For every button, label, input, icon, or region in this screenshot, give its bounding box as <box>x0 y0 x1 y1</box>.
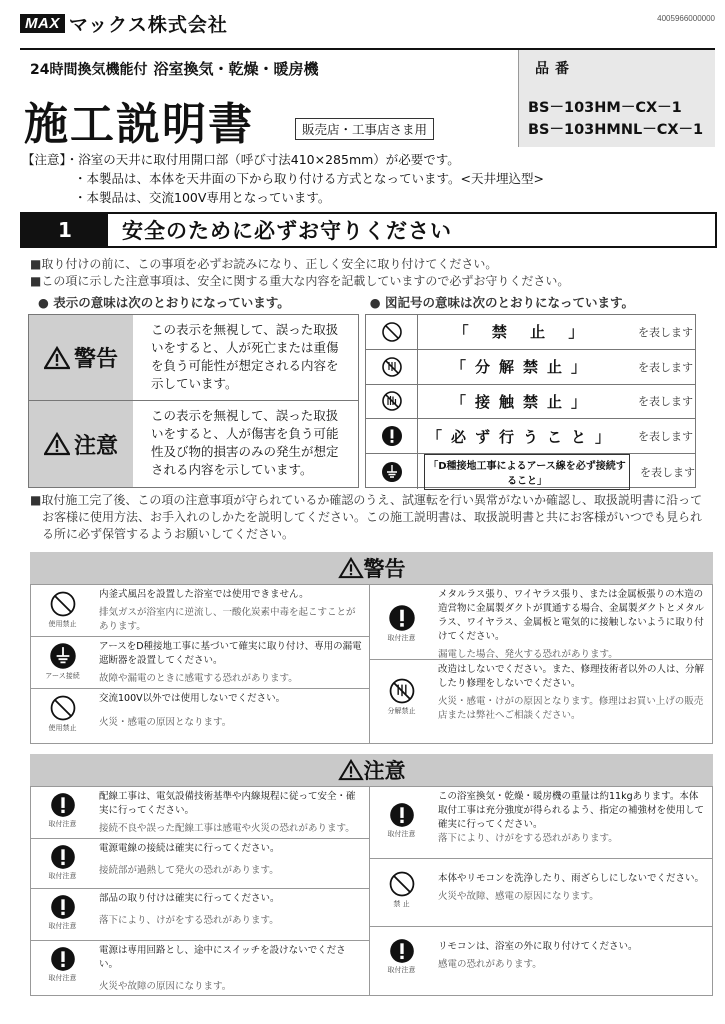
no-disassembly-icon <box>381 356 403 378</box>
section-header <box>20 212 717 248</box>
icon-caption: 取付注意 <box>48 922 77 930</box>
model-number-1: BS－103HM－CX－1 <box>528 100 682 116</box>
item-text: 改造はしないでください。また、修理技術者以外の人は、分解したり修理をしないでください。 <box>438 664 705 689</box>
brand-logo <box>20 10 228 37</box>
warning-triangle-icon <box>338 759 364 781</box>
post-line: る所に必ず保管するようお願いしてください。 <box>42 527 295 541</box>
item-subtext: 火災・感電の原因となります。 <box>99 717 232 728</box>
post-line: お客様に使用方法、お手入れのしかたを説明してください。この施工説明書は、取扱説明書と共にお客様がいつでも見られ <box>42 510 703 524</box>
warning-triangle-icon <box>44 346 70 370</box>
warning-item <box>30 636 369 688</box>
mandatory-action-icon <box>50 844 76 870</box>
notes-block <box>22 150 544 207</box>
caution-item <box>369 926 713 996</box>
post-line: ■取付施工完了後、この項の注意事項が守られているか確認のうえ、試運転を行い異常がないか確認し、取扱説明書に沿って <box>30 493 703 507</box>
icon-caption: 取付注意 <box>48 820 77 828</box>
symbol-row <box>366 419 695 454</box>
item-subtext: 感電の恐れがあります。 <box>438 959 542 970</box>
item-subtext: 火災・感電・けがの原因となります。修理はお買い上げの販売店または弊社へご相談ください。 <box>438 696 704 721</box>
note-item: ・本製品は、交流100V専用となっています。 <box>74 190 331 205</box>
caution-item <box>369 786 713 858</box>
item-text: メタルラス張り、ワイヤラス張り、または金属板張りの木造の造営物に金属製ダクトが貫通する場合、金属製ダクトとメタルラス、ワイヤラス、金属板と電気的に接触しないように取り付けてください。 <box>438 589 705 642</box>
product-subtitle <box>30 58 319 79</box>
section-title: 安全のために必ずお守りください <box>122 219 452 243</box>
item-subtext: 落下により、けがをする恐れがあります。 <box>438 833 618 844</box>
symbol-legend <box>365 314 696 488</box>
prohibition-icon <box>388 870 416 898</box>
caution-item <box>30 786 369 838</box>
mandatory-action-icon <box>50 946 76 972</box>
mandatory-action-icon <box>388 604 416 632</box>
item-text: 内釜式風呂を設置した浴室では使用できません。 <box>99 589 309 600</box>
warning-item <box>369 659 713 744</box>
model-label: 品番 <box>535 61 575 77</box>
item-text: アースをD種接地工事に基づいて確実に取り付け、専用の漏電遮断器を設置してください。 <box>99 641 362 666</box>
item-subtext: 火災や故障、感電の原因になります。 <box>438 891 599 902</box>
symbol-row <box>366 350 695 385</box>
caution-label: 注意 <box>73 433 118 459</box>
symbol-suffix: を表します <box>638 325 693 339</box>
icon-caption: 取付注意 <box>387 966 416 974</box>
caution-item <box>30 888 369 940</box>
symbol-row <box>366 315 695 350</box>
notes-prefix: 【注意】 <box>22 152 66 167</box>
item-text: 部品の取り付けは確実に行ってください。 <box>99 893 280 904</box>
symbol-suffix: を表します <box>640 465 695 479</box>
warning-label: 警告 <box>73 347 118 372</box>
caution-description: この表示を無視して、誤った取扱いをすると、人が傷害を負う可能性及び物的損害のみの発生が想定される内容を示しています。 <box>151 408 339 477</box>
item-text: リモコンは、浴室の外に取り付けてください。 <box>438 941 638 952</box>
symbol-row <box>366 454 695 489</box>
caution-item <box>369 858 713 926</box>
symbol-suffix: を表します <box>638 430 693 444</box>
icon-caption: 使用禁止 <box>48 620 77 628</box>
warning-badge <box>29 315 133 400</box>
logo-mark: MAX <box>20 14 65 33</box>
item-text: 本体やリモコンを洗浄したり、雨ざらしにしないでください。 <box>438 873 705 884</box>
section-intro <box>30 256 634 311</box>
mandatory-action-icon <box>50 894 76 920</box>
caution-item <box>30 940 369 996</box>
item-text: 電源電線の接続は確実に行ってください。 <box>99 843 280 854</box>
symbol-label: 「 禁 止 」 <box>453 323 593 342</box>
warning-triangle-icon <box>44 432 70 456</box>
caution-heading <box>30 754 713 786</box>
warning-heading <box>30 552 713 584</box>
ground-icon <box>49 642 77 670</box>
item-subtext: 落下により、けがをする恐れがあります。 <box>99 915 279 926</box>
symbol-label: 「D種接地工事によるアース線を必ず接続すること」 <box>424 454 630 490</box>
symbol-suffix: を表します <box>638 395 693 409</box>
legend-right-heading: ● 図記号の意味は次のとおりになっています。 <box>369 295 635 310</box>
warning-item <box>369 584 713 659</box>
icon-caption: 取付注意 <box>48 974 77 982</box>
icon-caption: 取付注意 <box>48 872 77 880</box>
intro-line: ■この項に示した注意事項は、安全に関する重大な内容を記載していますので必ずお守りください。 <box>30 274 570 288</box>
caution-item <box>30 838 369 888</box>
no-disassembly-icon <box>388 677 416 705</box>
symbol-label: 「分解禁止」 <box>450 358 595 377</box>
icon-caption: 禁 止 <box>393 900 410 908</box>
warning-triangle-icon <box>338 557 364 579</box>
no-touch-icon <box>381 390 403 412</box>
mandatory-action-icon <box>381 425 403 447</box>
legend-row-warning <box>29 315 358 401</box>
document-number: 4005966000000 <box>657 14 715 23</box>
note-item: ・本製品は、本体を天井面の下から取り付ける方式となっています。<天井埋込型> <box>74 171 544 186</box>
icon-caption: 取付注意 <box>387 634 416 642</box>
item-text: 電源は専用回路とし、途中にスイッチを設けないでください。 <box>99 945 346 970</box>
warning-heading-label: 警告 <box>363 557 406 581</box>
model-number-2: BS－103HMNL－CX－1 <box>528 122 704 138</box>
audience-label: 販売店・工事店さま用 <box>295 118 434 140</box>
feature-text: 24時間換気機能付 <box>30 62 148 78</box>
mandatory-action-icon <box>389 938 415 964</box>
ground-icon <box>381 461 403 483</box>
post-install-note <box>30 492 702 543</box>
warning-item <box>30 584 369 636</box>
caution-badge <box>29 401 133 487</box>
item-text: この浴室換気・乾燥・暖房機の重量は約11kgあります。本体取付工事は充分強度が得られるよう、指定の補強材を使用して確実に行ってください。 <box>438 791 705 830</box>
symbol-suffix: を表します <box>638 360 693 374</box>
signal-word-legend <box>28 314 359 488</box>
item-subtext: 接続部が過熱して発火の恐れがあります。 <box>99 865 279 876</box>
warning-description: この表示を無視して、誤った取扱いをすると、人が死亡または重傷を負う可能性が想定される内容を示しています。 <box>151 322 339 391</box>
icon-caption: 使用禁止 <box>48 724 77 732</box>
intro-line: ■取り付けの前に、この事項を必ずお読みになり、正しく安全に取り付けてください。 <box>30 257 498 271</box>
company-name: マックス株式会社 <box>68 14 228 36</box>
icon-caption: 取付注意 <box>387 830 416 838</box>
warning-item <box>30 688 369 744</box>
item-text: 交流100V以外では使用しないでください。 <box>99 693 286 704</box>
item-text: 配線工事は、電気設備技術基準や内線規程に従って安全・確実に行ってください。 <box>99 791 356 816</box>
icon-caption: アース接続 <box>45 672 80 680</box>
prohibition-icon <box>49 694 77 722</box>
item-subtext: 接続不良や誤った配線工事は感電や火災の恐れがあります。 <box>99 823 355 834</box>
caution-heading-label: 注意 <box>363 759 406 783</box>
mandatory-action-icon <box>50 792 76 818</box>
section-number: 1 <box>22 214 108 246</box>
symbol-label: 「接触禁止」 <box>450 392 595 411</box>
legend-left-heading: ● 表示の意味は次のとおりになっています。 <box>38 295 290 310</box>
icon-caption: 分解禁止 <box>387 707 416 715</box>
item-subtext: 故障や漏電のときに感電する恐れがあります。 <box>99 673 298 684</box>
mandatory-action-icon <box>389 802 415 828</box>
symbol-row <box>366 385 695 420</box>
product-name: 浴室換気・乾燥・暖房機 <box>153 60 319 78</box>
symbol-label: 「必ず行うこと」 <box>426 427 619 446</box>
item-subtext: 火災や故障の原因になります。 <box>99 981 232 992</box>
item-subtext: 漏電した場合、発火する恐れがあります。 <box>438 649 618 660</box>
legend-row-caution <box>29 401 358 487</box>
note-item: ・浴室の天井に取付用開口部（呼び寸法410×285mm）が必要です。 <box>65 152 460 167</box>
prohibition-icon <box>49 590 77 618</box>
page-title: 施工説明書 <box>24 99 254 150</box>
prohibition-icon <box>381 321 403 343</box>
item-subtext: 排気ガスが浴室内に逆流し、一酸化炭素中毒を起こすことがあります。 <box>99 607 356 632</box>
